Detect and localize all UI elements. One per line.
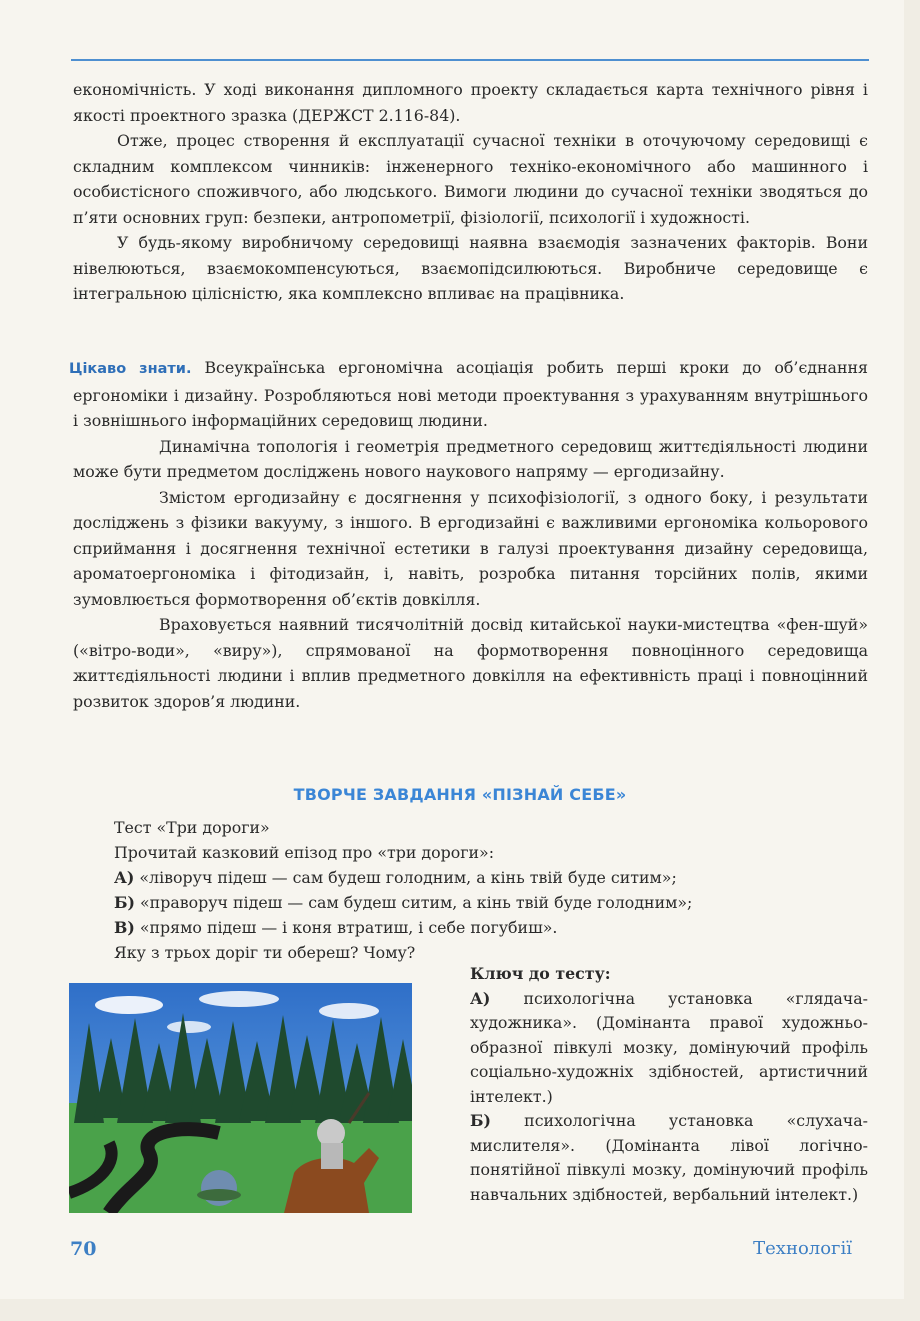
fairy-tale-illustration	[69, 983, 412, 1213]
illustration-svg	[69, 983, 412, 1213]
paragraph: Отже, процес створення й експлуатації сучасної техніки в оточуючому середовищі є складним комплексом чинників: інженерного техніко-економічного або машинного і особистісного споживчого, або людського. Вимоги людини до сучасної техніки зводяться до п’яти основних груп: безпеки, антропометрії, фізіології, психології і художності.	[73, 131, 868, 227]
note-label: Цікаво знати.	[69, 361, 192, 377]
option-b: Б) «праворуч підеш — сам будеш ситим, а кінь твій буде голодним»;	[114, 893, 693, 912]
paragraph: економічність. У ході виконання дипломного проекту складається карта технічного рівня і якості проектного зразка (ДЕРЖСТ 2.116-84).	[73, 80, 868, 125]
paragraph: Змістом ергодизайну є досягнення у психофізіології, з одного боку, і результати досліджень з фізики вакууму, з іншого. В ергодизайні є важливими ергономіка кольорового сприймання і досягнення технічної естетики в галузі проектування дизайну середовища, ароматоергономіка і фітодизайн, і, навіть, розробка питання торсійних полів, якими зумовлюється формотворення об’єктів довкілля.	[73, 487, 868, 609]
paragraph: У будь-якому виробничому середовищі наявна взаємодія зазначених факторів. Вони нівелюються, взаємокомпенсуються, взаємопідсилюються. Виробниче середовище є інтегральною цілісністю, яка комплексно впливає на працівника.	[73, 233, 868, 303]
page-number: 70	[70, 1238, 97, 1260]
paragraph: Динамічна топологія і геометрія предметного середовищ життєдіяльності людини може бути предметом досліджень нового наукового напряму — ергодизайну.	[73, 436, 868, 481]
did-you-know-block	[69, 355, 868, 714]
test-block	[114, 815, 874, 965]
paragraph: Враховується наявний тисячолітній досвід китайської науки-мистецтва «фен-шуй» («вітро-води», «виру»), спрямованої на формотворення повноцінного середовища життєдіяльності людини і вплив предметного довкілля на ефективність праці і повноцінний розвиток здоров’я людини.	[73, 615, 868, 711]
key-a: А) психологічна установка «глядача-художника». (Домінанта правої художньо-образної півкулі мозку, домінуючий профіль соціально-художніх здібностей, артистичний інтелект.)	[470, 988, 868, 1106]
test-question: Яку з трьох доріг ти обереш? Чому?	[114, 943, 416, 962]
key-b: Б) психологічна установка «слухача-мислителя». (Домінанта лівої логічно-понятійної півкулі мозку, домінуючий профіль навчальних здібностей, вербальний інтелект.)	[470, 1111, 868, 1204]
key-title: Ключ до тесту:	[470, 964, 611, 983]
main-text	[73, 77, 868, 307]
option-c: В) «прямо підеш — і коня втратиш, і себе погубиш».	[114, 918, 558, 937]
option-a: А) «ліворуч підеш — сам будеш голодним, а кінь твій буде ситим»;	[114, 868, 677, 887]
test-name: Тест «Три дороги»	[114, 818, 270, 837]
running-footer: Технології	[753, 1238, 852, 1259]
test-key	[470, 962, 868, 1207]
note-intro	[69, 355, 868, 434]
task-title: ТВОРЧЕ ЗАВДАННЯ «ПІЗНАЙ СЕБЕ»	[293, 785, 627, 804]
test-instruction: Прочитай казковий епізод про «три дороги»:	[114, 843, 495, 862]
top-rule	[71, 59, 869, 61]
note-intro-text: Всеукраїнська ергономічна асоціація робить перші кроки до об’єднання ергономіки і дизайну. Розробляються нові методи проектування з урахуванням внутрішнього і зовнішнього інформаційних середовищ людини.	[73, 358, 868, 430]
